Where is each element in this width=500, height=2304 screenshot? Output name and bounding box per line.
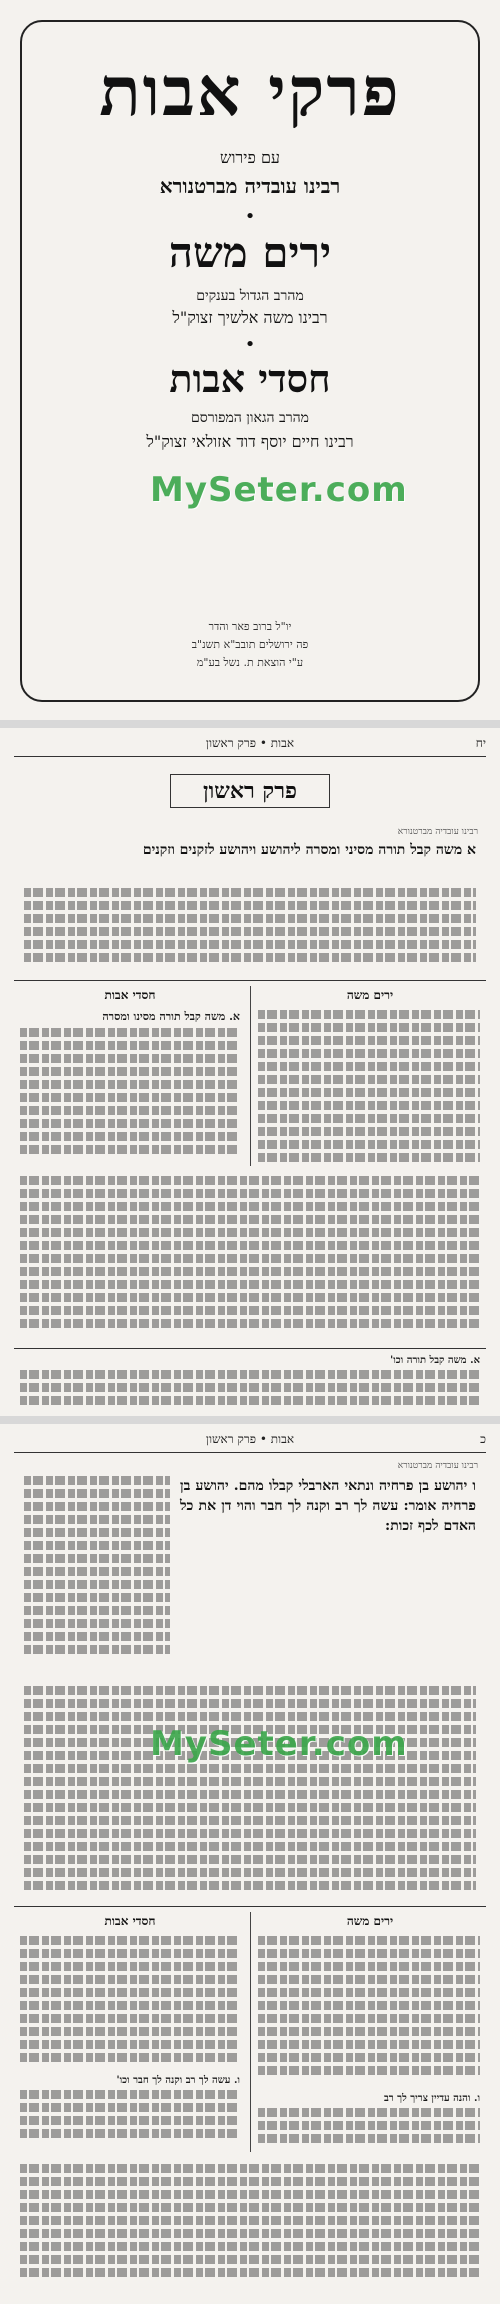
chasdei-avot-sub: מהרב הגאון המפורסם bbox=[191, 410, 309, 426]
column-head-chasdei-avot: חסדי אבות bbox=[104, 1914, 156, 1928]
footnote-text bbox=[20, 1370, 480, 1406]
bartenura-side-commentary bbox=[24, 1476, 170, 1676]
column-divider bbox=[250, 986, 251, 1166]
section-rule bbox=[14, 980, 486, 981]
divider: • bbox=[244, 334, 256, 355]
imprint-line-1: יו"ל ברוב פאר והדר bbox=[208, 620, 292, 633]
yarim-moshe-footnote-opening: א. משה קבל תורה וכו' bbox=[390, 1355, 480, 1366]
column-divider bbox=[250, 1912, 251, 2152]
yarim-moshe-text bbox=[258, 1010, 480, 1166]
continued-commentary bbox=[20, 2164, 480, 2284]
chapter-title: פרק ראשון bbox=[170, 774, 330, 808]
running-head-title: אבות • פרק ראשון bbox=[205, 1432, 295, 1446]
chasdei-avot-opening: ו. עשה לך רב וקנה לך חבר וכו' bbox=[116, 2075, 240, 2086]
chasdei-avot-opening: א. משה קבל תורה מסינו ומסרה bbox=[102, 1010, 240, 1023]
divider: • bbox=[244, 206, 256, 227]
watermark: MySeter.com bbox=[150, 1724, 408, 1764]
yarim-moshe-text bbox=[258, 1936, 480, 2086]
header-rule bbox=[14, 756, 486, 757]
chasdei-avot-text bbox=[20, 1936, 240, 2066]
page-chapter-one bbox=[0, 728, 500, 1416]
yarim-moshe-continued bbox=[20, 1176, 480, 1336]
mishna-text bbox=[24, 840, 476, 860]
header-rule bbox=[14, 1452, 486, 1453]
chasdei-avot-author: רבינו חיים יוסף דוד אזולאי זצוק"ל bbox=[146, 432, 354, 451]
book-title: פרקי אבות bbox=[99, 52, 401, 132]
page-mishna-six bbox=[0, 1424, 500, 2304]
watermark: MySeter.com bbox=[150, 470, 408, 510]
title-page bbox=[0, 0, 500, 720]
chasdei-avot-text bbox=[20, 1028, 240, 1166]
imprint-line-3: ע"י הוצאת ת. נשל בע"מ bbox=[196, 656, 304, 669]
bartenura-label: רבינו עובדיה מברטנורא bbox=[397, 827, 478, 837]
mishna-body: משה קבל תורה מסיני ומסרה ליהושע ויהושע לזקנים וזקנים bbox=[142, 842, 463, 858]
yarim-moshe-sub: מהרב הגדול בענקים bbox=[196, 288, 304, 304]
column-head-chasdei-avot: חסדי אבות bbox=[104, 988, 156, 1002]
imprint-line-2: פה ירושלים תובב"א תשנ"ב bbox=[191, 638, 309, 651]
chasdei-avot-text-continued bbox=[20, 2090, 240, 2152]
yarim-moshe-opening: ו. והנה עדיין צריך לך רב bbox=[383, 2093, 480, 2104]
column-head-yarim-moshe: ירים משה bbox=[346, 1914, 394, 1928]
commentator-bartenura: רבינו עובדיה מברטנורא bbox=[159, 174, 341, 198]
column-head-yarim-moshe: ירים משה bbox=[346, 988, 394, 1002]
yarim-moshe-text-continued bbox=[258, 2108, 480, 2152]
running-head-title: אבות • פרק ראשון bbox=[205, 736, 295, 750]
section-rule bbox=[14, 1906, 486, 1907]
mishna-text: ו יהושע בן פרחיה ונתאי הארבלי קבלו מהם. יהושע בן פרחיה אומר: עשה לך רב וקנה לך חבר והוי דן את כל האדם לכף זכות: bbox=[180, 1478, 476, 1534]
bartenura-commentary bbox=[24, 888, 476, 970]
footnote-rule bbox=[14, 1348, 486, 1349]
bartenura-commentary bbox=[24, 1686, 476, 1896]
page-number: כ bbox=[480, 1432, 486, 1446]
mishna-letter: א bbox=[467, 842, 476, 858]
work-yarim-moshe: ירים משה bbox=[168, 228, 332, 277]
work-chasdei-avot: חסדי אבות bbox=[169, 356, 331, 401]
bartenura-label: רבינו עובדיה מברטנורא bbox=[397, 1461, 478, 1471]
page-number: יח bbox=[475, 736, 486, 750]
yarim-moshe-author: רבינו משה אלשיך זצוק"ל bbox=[172, 308, 328, 327]
with-commentary: עם פירוש bbox=[220, 148, 280, 167]
